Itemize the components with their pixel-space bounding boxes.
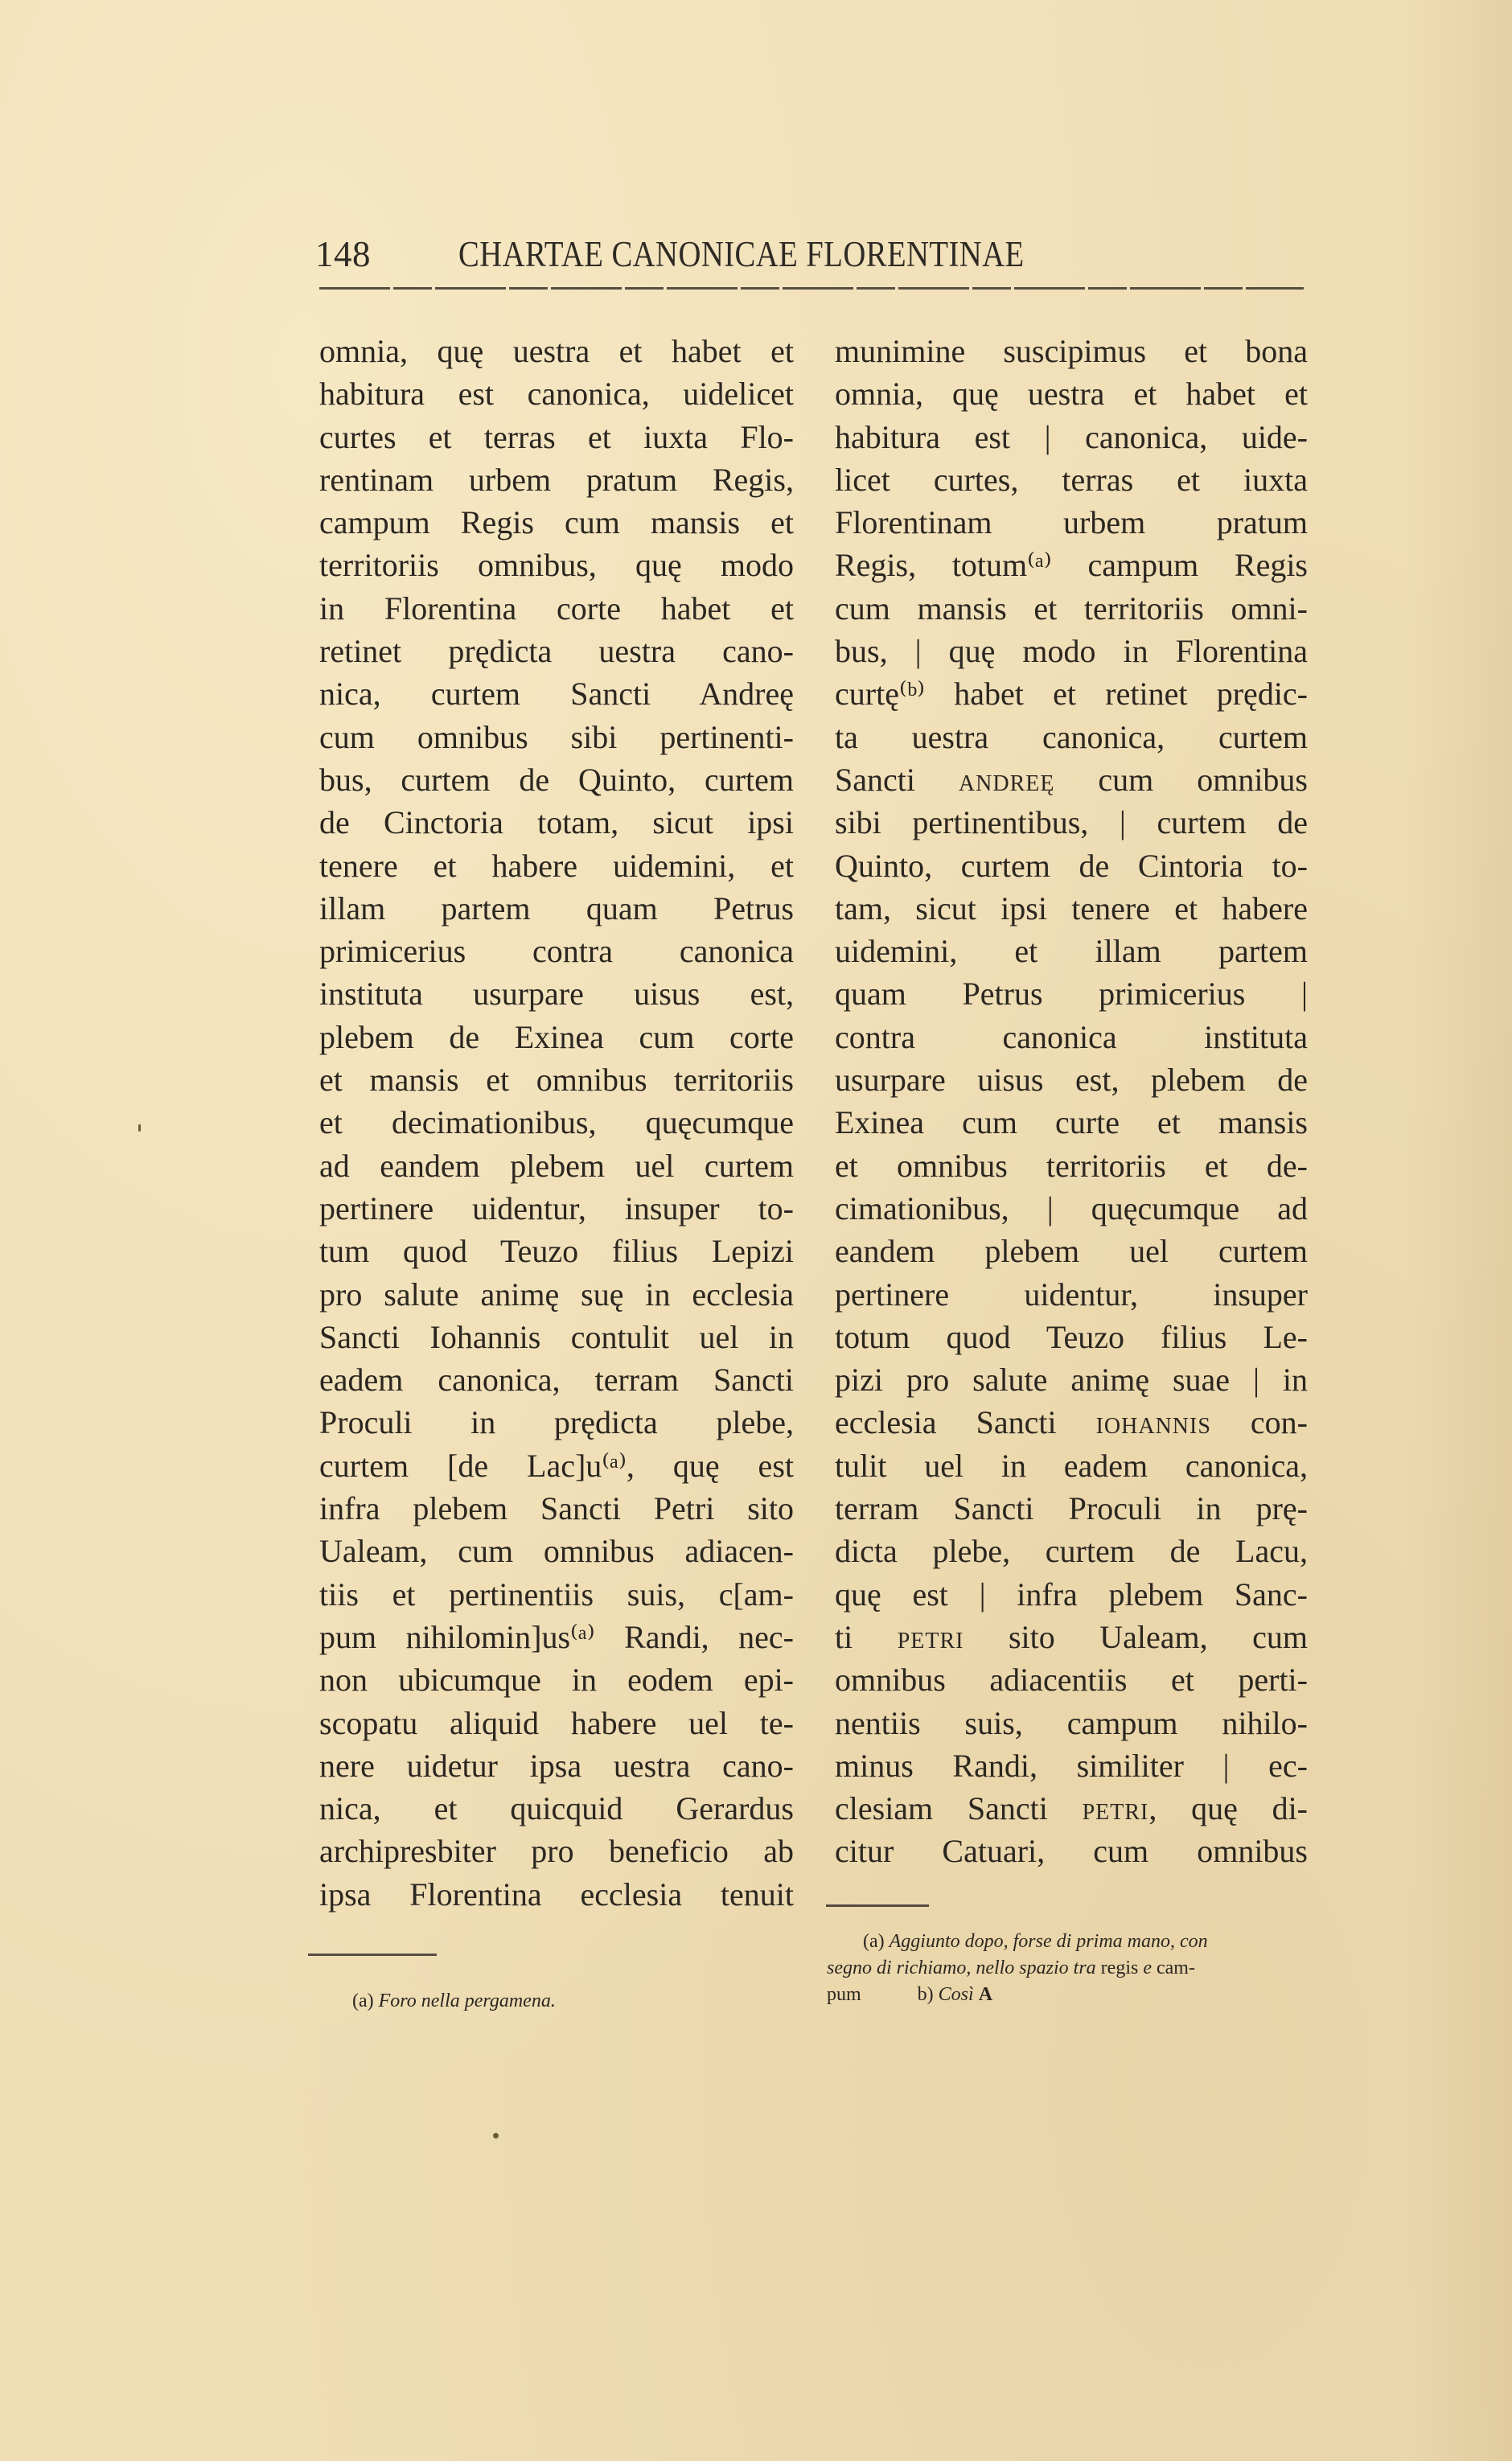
text-line: cum omnibus sibi pertinenti- bbox=[319, 718, 794, 755]
text-line: infra plebem Sancti Petri sito bbox=[319, 1490, 794, 1527]
text-line: primicerius contra canonica bbox=[319, 933, 794, 970]
footnote-a-conj: e bbox=[1143, 1958, 1152, 1978]
right-column-text bbox=[835, 330, 1308, 1873]
footnote-b-siglum: A bbox=[978, 1984, 993, 2005]
text-line: instituta usurpare uisus est, bbox=[319, 976, 794, 1013]
text-line: curtem [de Lac]u⁽ᵃ⁾, quę est bbox=[319, 1447, 794, 1484]
text-line: eandem plebem uel curtem bbox=[835, 1233, 1308, 1270]
text-line: quę est | infra plebem Sanc- bbox=[835, 1576, 1308, 1613]
text-line: quam Petrus primicerius | bbox=[835, 976, 1308, 1013]
text-line: usurpare uisus est, plebem de bbox=[835, 1062, 1308, 1099]
footnote-a-line-2 bbox=[827, 1955, 1309, 1982]
text-line: et mansis et omnibus territoriis bbox=[319, 1062, 794, 1099]
text-line: plebem de Exinea cum corte bbox=[319, 1018, 794, 1055]
paper-speck bbox=[493, 2133, 499, 2138]
text-line: cum mansis et territoriis omni- bbox=[835, 590, 1308, 627]
text-line: omnia, quę uestra et habet et bbox=[835, 376, 1308, 413]
small-caps-name: andreę bbox=[958, 761, 1055, 798]
footnote-a-text-2: segno di richiamo, nello spazio tra bbox=[827, 1958, 1096, 1978]
footnote-a-line-1 bbox=[827, 1929, 1309, 1955]
text-line: territoriis omnibus, quę modo bbox=[319, 547, 794, 584]
header-rule bbox=[319, 287, 1304, 290]
text-line: tenere et habere uidemini, et bbox=[319, 847, 794, 884]
text-line: scopatu aliquid habere uel te- bbox=[319, 1704, 794, 1741]
text-line: archipresbiter pro beneficio ab bbox=[319, 1833, 794, 1870]
text-line: omnia, quę uestra et habet et bbox=[319, 333, 794, 369]
text-line: Ualeam, cum omnibus adiacen- bbox=[319, 1533, 794, 1570]
text-line: non ubicumque in eodem epi- bbox=[319, 1662, 794, 1699]
footnote-a-line-3 bbox=[827, 1982, 1309, 2008]
text-line: sibi pertinentibus, | curtem de bbox=[835, 804, 1308, 841]
footnote-a-word-regis: regis bbox=[1100, 1958, 1139, 1978]
text-line: et omnibus territoriis et de- bbox=[835, 1147, 1308, 1184]
text-line: Sancti Iohannis contulit uel in bbox=[319, 1318, 794, 1355]
text-line: ti petri sito Ualeam, cum bbox=[835, 1618, 1308, 1655]
small-caps-name: petri bbox=[897, 1618, 964, 1655]
text-line: Florentinam urbem pratum bbox=[835, 504, 1308, 541]
text-line: contra canonica instituta bbox=[835, 1018, 1308, 1055]
text-line: nica, curtem Sancti Andreę bbox=[319, 676, 794, 713]
text-line: totum quod Teuzo filius Le- bbox=[835, 1318, 1308, 1355]
footnote-b-marker: b) bbox=[917, 1984, 934, 2005]
text-line: pertinere uidentur, insuper bbox=[835, 1276, 1308, 1313]
small-caps-name: petri bbox=[1082, 1790, 1149, 1827]
text-line: retinet prędicta uestra cano- bbox=[319, 633, 794, 670]
text-line: campum Regis cum mansis et bbox=[319, 504, 794, 541]
footnote-b-text: Così bbox=[938, 1984, 974, 2005]
text-line: Sancti andreę cum omnibus bbox=[835, 761, 1308, 798]
page-number: 148 bbox=[315, 234, 371, 274]
running-head bbox=[315, 234, 1306, 274]
footnote-a-word-pum: pum bbox=[827, 1984, 861, 2005]
text-line: pertinere uidentur, insuper to- bbox=[319, 1189, 794, 1226]
text-line: clesiam Sancti petri, quę di- bbox=[835, 1790, 1308, 1827]
text-line: tam, sicut ipsi tenere et habere bbox=[835, 889, 1308, 926]
text-line: curtes et terras et iuxta Flo- bbox=[319, 418, 794, 455]
text-line: nere uidetur ipsa uestra cano- bbox=[319, 1747, 794, 1784]
text-line: minus Randi, similiter | ec- bbox=[835, 1747, 1308, 1784]
text-line: Regis, totum⁽ᵃ⁾ campum Regis bbox=[835, 547, 1308, 584]
footnote-a-text: Aggiunto dopo, forse di prima mano, con bbox=[889, 1931, 1208, 1952]
text-line: curtę⁽ᵇ⁾ habet et retinet prędic- bbox=[835, 676, 1308, 713]
text-line: Proculi in prędicta plebe, bbox=[319, 1404, 794, 1441]
left-footnote-rule bbox=[308, 1954, 437, 1956]
text-line: habitura est | canonica, uide- bbox=[835, 418, 1308, 455]
running-title: CHARTAE CANONICAE FLORENTINAE bbox=[458, 234, 1025, 274]
text-line: cimationibus, | quęcumque ad bbox=[835, 1189, 1308, 1226]
text-line: de Cinctoria totam, sicut ipsi bbox=[319, 804, 794, 841]
text-line: rentinam urbem pratum Regis, bbox=[319, 461, 794, 498]
right-footnotes bbox=[827, 1929, 1309, 2008]
text-line: uidemini, et illam partem bbox=[835, 933, 1308, 970]
text-line: licet curtes, terras et iuxta bbox=[835, 461, 1308, 498]
left-column-text bbox=[319, 330, 794, 1916]
right-footnote-rule bbox=[826, 1904, 929, 1907]
text-line: ad eandem plebem uel curtem bbox=[319, 1147, 794, 1184]
text-line: terram Sancti Proculi in prę- bbox=[835, 1490, 1308, 1527]
text-line: tulit uel in eadem canonica, bbox=[835, 1447, 1308, 1484]
text-line: in Florentina corte habet et bbox=[319, 590, 794, 627]
text-line: Quinto, curtem de Cintoria to- bbox=[835, 847, 1308, 884]
footnote-text: Foro nella pergamena. bbox=[378, 1991, 556, 2011]
text-line: eadem canonica, terram Sancti bbox=[319, 1362, 794, 1399]
text-line: et decimationibus, quęcumque bbox=[319, 1104, 794, 1141]
text-line: pro salute animę suę in ecclesia bbox=[319, 1276, 794, 1313]
text-line: tiis et pertinentiis suis, c[am- bbox=[319, 1576, 794, 1613]
text-line: bus, curtem de Quinto, curtem bbox=[319, 761, 794, 798]
text-line: Exinea cum curte et mansis bbox=[835, 1104, 1308, 1141]
text-line: illam partem quam Petrus bbox=[319, 889, 794, 926]
text-line: munimine suscipimus et bona bbox=[835, 333, 1308, 369]
text-line: bus, | quę modo in Florentina bbox=[835, 633, 1308, 670]
left-footnote bbox=[352, 1988, 803, 2015]
text-line: ipsa Florentina ecclesia tenuit bbox=[319, 1876, 794, 1913]
text-line: nentiis suis, campum nihilo- bbox=[835, 1704, 1308, 1741]
paper-mark bbox=[138, 1124, 141, 1132]
text-line: tum quod Teuzo filius Lepizi bbox=[319, 1233, 794, 1270]
text-line: ecclesia Sancti iohannis con- bbox=[835, 1404, 1308, 1441]
text-line: omnibus adiacentiis et perti- bbox=[835, 1662, 1308, 1699]
text-line: ta uestra canonica, curtem bbox=[835, 718, 1308, 755]
small-caps-name: iohannis bbox=[1095, 1404, 1211, 1441]
text-line: dicta plebe, curtem de Lacu, bbox=[835, 1533, 1308, 1570]
text-line: citur Catuari, cum omnibus bbox=[835, 1833, 1308, 1870]
text-line: pum nihilomin]us⁽ᵃ⁾ Randi, nec- bbox=[319, 1618, 794, 1655]
footnote-a-word-cam: cam- bbox=[1156, 1958, 1195, 1978]
text-line: pizi pro salute animę suae | in bbox=[835, 1362, 1308, 1399]
text-line: nica, et quicquid Gerardus bbox=[319, 1790, 794, 1827]
footnote-marker: (a) bbox=[352, 1991, 374, 2011]
footnote-a-marker: (a) bbox=[863, 1931, 885, 1952]
text-line: habitura est canonica, uidelicet bbox=[319, 376, 794, 413]
